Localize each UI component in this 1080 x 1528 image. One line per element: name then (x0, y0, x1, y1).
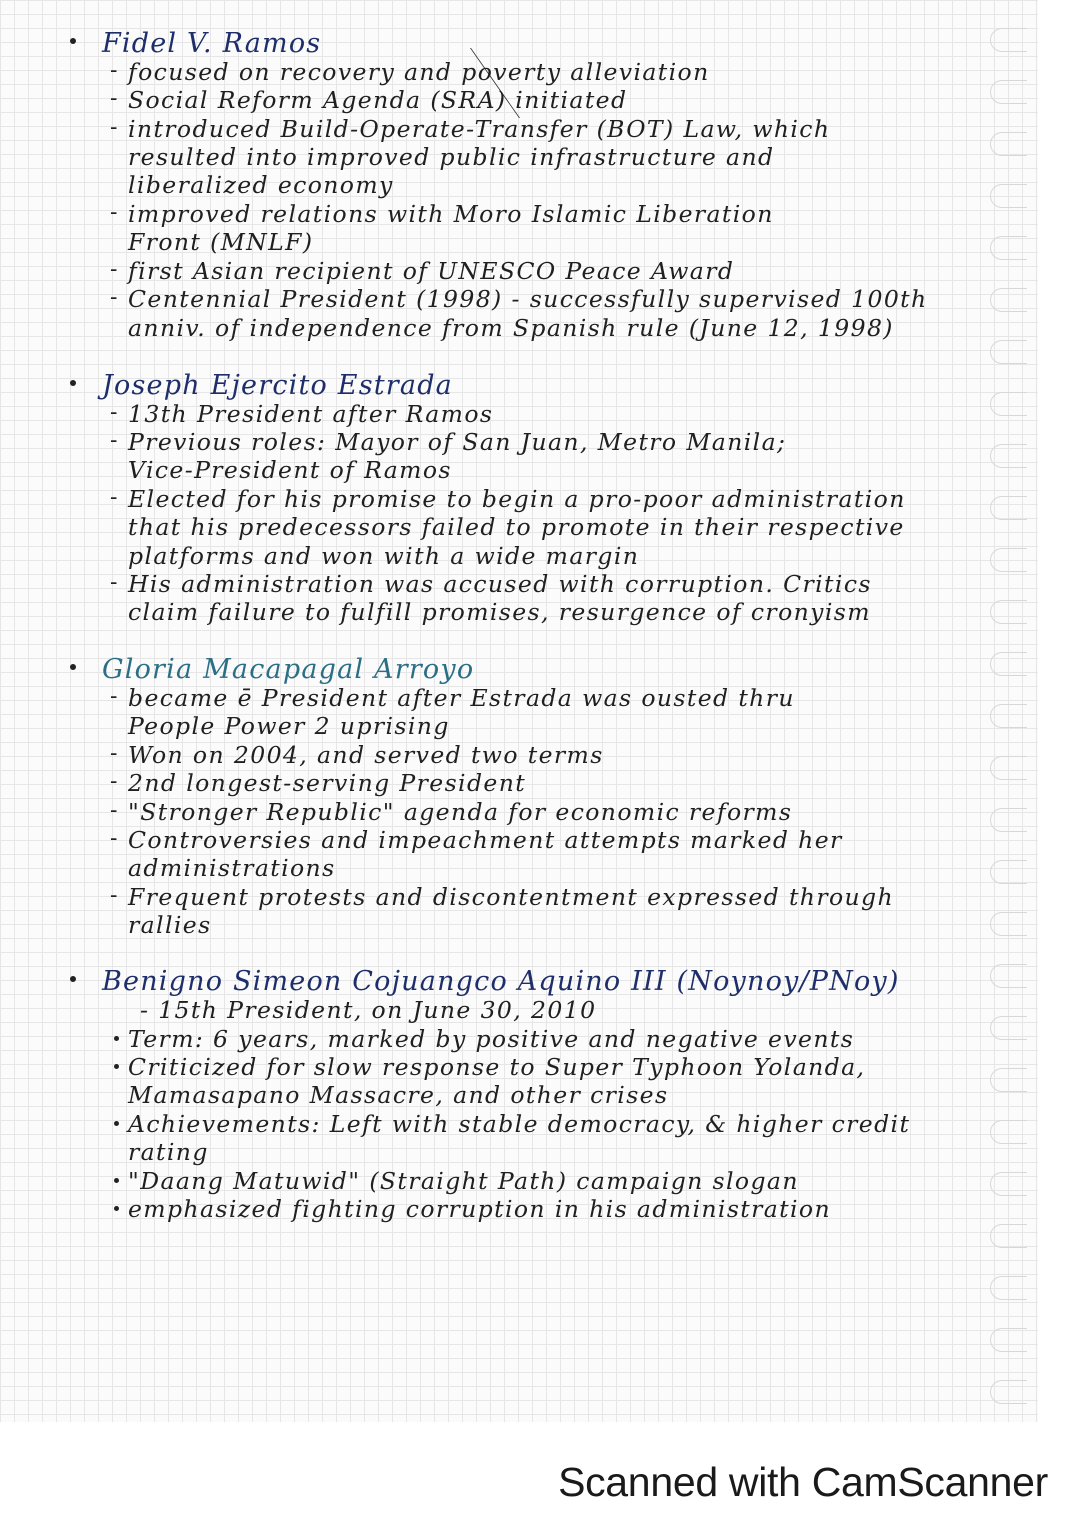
note-line: His administration was accused with corruption. Critics (128, 570, 872, 598)
note-line: People Power 2 uprising (128, 712, 450, 740)
note-line: - 15th President, on June 30, 2010 (140, 996, 597, 1024)
note-line: introduced Build-Operate-Transfer (BOT) Law, which (128, 115, 831, 143)
note-line: Term: 6 years, marked by positive and negative events (128, 1025, 855, 1053)
section-aquino (70, 966, 990, 1236)
note-line: first Asian recipient of UNESCO Peace Award (128, 257, 735, 285)
note-line: Previous roles: Mayor of San Juan, Metro Manila; (128, 428, 787, 456)
section-bullet (70, 664, 76, 670)
note-line: administrations (128, 854, 336, 882)
note-line: "Daang Matuwid" (Straight Path) campaign slogan (128, 1167, 799, 1195)
note-line: Front (MNLF) (128, 228, 314, 256)
note-line: focused on recovery and poverty alleviation (128, 58, 710, 86)
note-line: Controversies and impeachment attempts marked her (128, 826, 843, 854)
note-line: Frequent protests and discontentment expressed through (128, 883, 895, 911)
section-arroyo: Gloria Macapagal Arroyo - became ē President after Estrada was ousted thru People Power 2 uprising - Won on 2004, and served two terms - 2nd longest-serving President - "Stronger Republic" agenda for economic reforms - Controversies and impeachment attempts marked her administrations - Frequent protests and discontentment expressed through rallies (70, 654, 990, 954)
section-heading: Benigno Simeon Cojuangco Aquino III (Noynoy/PNoy) (102, 966, 900, 997)
section-bullet (70, 976, 76, 982)
note-line: rating (128, 1138, 209, 1166)
note-line: rallies (128, 911, 212, 939)
note-line: 2nd longest-serving President (128, 769, 527, 797)
note-line: 13th President after Ramos (128, 400, 494, 428)
section-ramos: Fidel V. Ramos - focused on recovery and poverty alleviation - Social Reform Agenda (SRA) initiated - introduced Build-Operate-Transfer (BOT) Law, which resulted into improved public infrastructure and liberalized economy - improved relations with Moro Islamic Liberation Front (MNLF) - first Asian recipient of UNESCO Peace Award - Centennial President (1998) - successfully supervised 100th anniv. of independence from Spanish rule (June 12, 1998) (70, 28, 990, 358)
note-line: anniv. of independence from Spanish rule (June 12, 1998) (128, 314, 894, 342)
note-line: that his predecessors failed to promote in their respective (128, 513, 905, 541)
note-line: improved relations with Moro Islamic Liberation (128, 200, 774, 228)
note-line: platforms and won with a wide margin (128, 542, 640, 570)
note-line: became ē President after Estrada was ousted thru (128, 684, 795, 712)
section-heading: Joseph Ejercito Estrada (102, 370, 453, 401)
note-line: Criticized for slow response to Super Typhoon Yolanda, (128, 1053, 866, 1081)
note-line: Mamasapano Massacre, and other crises (128, 1081, 669, 1109)
section-estrada: Joseph Ejercito Estrada - 13th President after Ramos - Previous roles: Mayor of San Juan, Metro Manila; Vice-President of Ramos - Elected for his promise to begin a pro-poor administration that his predecessors failed to promote in their respective platforms and won with a wide margin - His administration was accused with corruption. Critics claim failure to fulfill promises, resurgence of cronyism (70, 370, 990, 640)
note-line: emphasized fighting corruption in his administration (128, 1195, 832, 1223)
note-line: Elected for his promise to begin a pro-poor administration (128, 485, 906, 513)
note-line: Won on 2004, and served two terms (128, 741, 604, 769)
note-line: "Stronger Republic" agenda for economic reforms (128, 798, 793, 826)
note-line: claim failure to fulfill promises, resurgence of cronyism (128, 598, 871, 626)
section-heading: Fidel V. Ramos (102, 28, 322, 59)
camscanner-watermark: Scanned with CamScanner (558, 1459, 1048, 1505)
section-bullet (70, 38, 76, 44)
note-line: liberalized economy (128, 171, 394, 199)
spiral-binding (990, 20, 1030, 1420)
note-line: Social Reform Agenda (SRA) initiated (128, 86, 628, 114)
section-heading: Gloria Macapagal Arroyo (102, 654, 475, 685)
note-line: Vice-President of Ramos (128, 456, 452, 484)
note-line: Centennial President (1998) - successfully supervised 100th (128, 285, 928, 313)
note-line: resulted into improved public infrastructure and (128, 143, 775, 171)
note-line: Achievements: Left with stable democracy, & higher credit (128, 1110, 911, 1138)
section-bullet (70, 380, 76, 386)
